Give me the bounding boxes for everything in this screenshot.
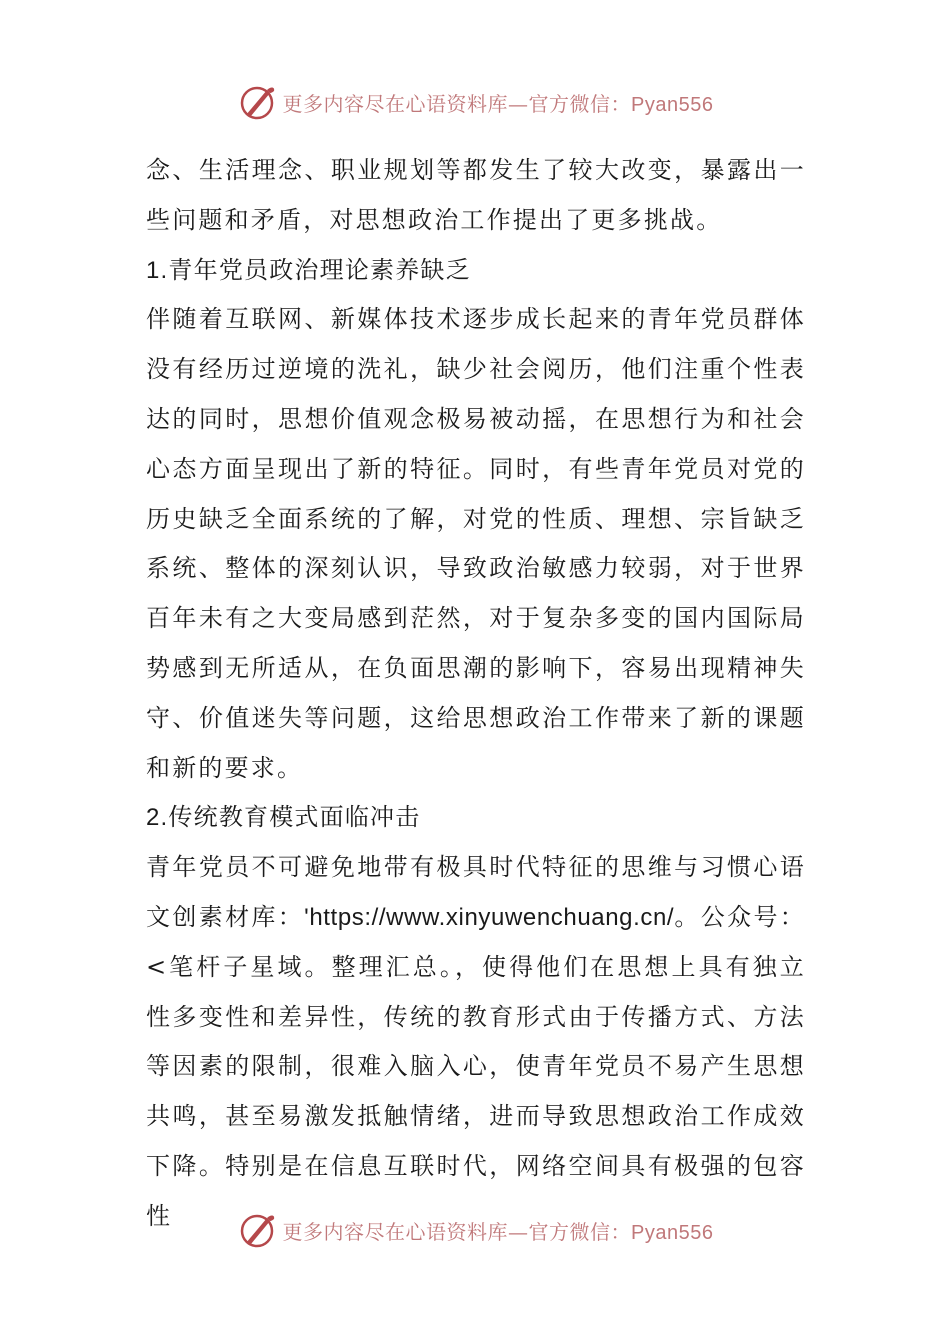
heading-1-text: 青年党员政治理论素养缺乏 <box>168 255 471 284</box>
banner-text: 更多内容尽在心语资料库—官方微信：Pyan556 <box>282 91 714 116</box>
footer-banner <box>0 1210 950 1250</box>
paragraph-2: 伴随着互联网、新媒体技术逐步成长起来的青年党员群体没有经历过逆境的洗礼，缺少社会阅历，他们注重个性表达的同时，思想价值观念极易被动摇，在思想行为和社会心态方面呈现出了新的特征。同时，有些青年党员对党的历史缺乏全面系统的了解，对党的性质、理想、宗旨缺乏系统、整体的深刻认识，导致政治敏感力较弱，对于世界百年未有之大变局感到茫然，对于复杂多变的国内国际局势感到无所适从，在负面思潮的影响下，容易出现精神失守、价值迷失等问题，这给思想政治工作带来了新的课题和新的要求。 <box>146 305 806 782</box>
quill-logo-icon <box>237 1210 277 1250</box>
paragraph-3-official-account: 。公众号：< <box>146 902 806 981</box>
wechat-id: Pyan556 <box>631 1221 714 1244</box>
section-heading-1 <box>146 246 806 296</box>
paragraph-3 <box>146 843 806 1241</box>
heading-2-text: 传统教育模式面临冲击 <box>168 803 421 832</box>
paragraph-1: 念、生活理念、职业规划等都发生了较大改变，暴露出一些问题和矛盾，对思想政治工作提出了更多挑战。 <box>146 156 806 234</box>
quill-logo-icon <box>237 82 277 122</box>
banner-text: 更多内容尽在心语资料库—官方微信：Pyan556 <box>282 1219 714 1244</box>
heading-1-number: 1. <box>146 256 169 284</box>
header-banner <box>0 82 950 122</box>
wechat-id: Pyan556 <box>631 93 714 116</box>
paragraph-3-rest: 笔杆子星域。整理汇总。，使得他们在思想上具有独立性多变性和差异性，传统的教育形式由于传播方式、方法等因素的限制，很难入脑入心，使青年党员不易产生思想共鸣，甚至易激发抵触情绪，进而导致思想政治工作成效下降。特别是在信息互联时代，网络空间具有极强的包容性 <box>146 952 806 1230</box>
paragraph-3-start: 青年党员不可避免地带有极具时代特征的思维与习惯心语文创素材库： <box>146 853 806 931</box>
document-body <box>146 146 806 1242</box>
section-heading-2 <box>146 793 806 843</box>
heading-2-number: 2. <box>146 804 169 832</box>
website-url: 'https://www.xinyuwenchuang.cn/ <box>304 903 675 931</box>
